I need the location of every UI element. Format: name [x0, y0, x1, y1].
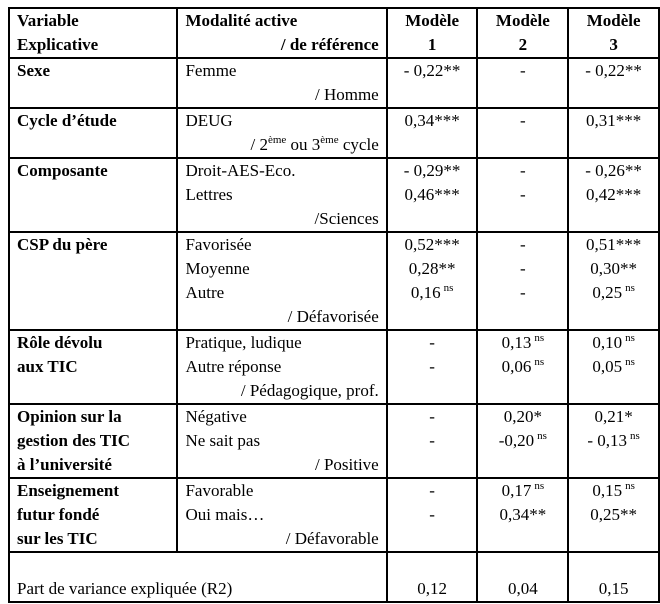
reference-modality: [185, 527, 378, 551]
model-3-cell: [568, 330, 659, 404]
coefficient: [485, 233, 560, 257]
coefficient-value: 0,17: [501, 481, 532, 500]
header-row: [9, 8, 659, 58]
coefficient-value: -: [429, 505, 435, 524]
active-modality: Pratique, ludique: [185, 333, 302, 352]
coefficient-value: -0,20: [498, 431, 535, 450]
variable-label: Composante: [17, 161, 108, 180]
model-2-cell: [477, 232, 568, 330]
coefficient-value: -: [429, 407, 435, 426]
coefficient-value: 0,25**: [590, 505, 637, 524]
variable-label: gestion des TIC: [17, 431, 131, 450]
active-modality: Favorable: [185, 481, 254, 500]
modalite-cell: [177, 330, 386, 404]
table-row: [9, 232, 659, 330]
variable-cell: [9, 158, 177, 232]
coefficient: [485, 405, 560, 429]
coefficient: [485, 503, 560, 527]
coefficient: [395, 405, 470, 429]
reference-part: ème: [320, 134, 339, 146]
coefficient-value: -: [520, 283, 526, 302]
table-body: [9, 58, 659, 552]
reference-modality: [185, 133, 378, 157]
coefficient-value: 0,13: [501, 333, 532, 352]
significance-mark: ns: [625, 480, 635, 492]
coefficient-value: 0,46***: [404, 185, 460, 204]
coefficient: [576, 429, 651, 453]
variable-label: Enseignement: [17, 481, 119, 500]
active-modality: Autre: [185, 283, 225, 302]
model-3-cell: [568, 232, 659, 330]
table-row: [9, 404, 659, 478]
active-modality: Favorisée: [185, 235, 252, 254]
reference-modality: [185, 379, 378, 403]
header-text: Explicative: [17, 35, 99, 54]
header-text: 2: [518, 35, 528, 54]
coefficient: [395, 233, 470, 257]
variable-label: CSP du père: [17, 235, 108, 254]
variable-cell: [9, 404, 177, 478]
modalite-cell: [177, 404, 386, 478]
model-1-cell: [387, 478, 478, 552]
reference-part: / Homme: [314, 85, 379, 104]
coefficient: [485, 331, 560, 355]
active-modality: Femme: [185, 61, 237, 80]
coefficient: [485, 479, 560, 503]
variance-model-2: 0,04: [477, 552, 568, 602]
model-2-cell: [477, 330, 568, 404]
significance-mark: ns: [625, 282, 635, 294]
header-text: Modalité active: [185, 11, 298, 30]
coefficient-value: 0,25: [592, 283, 623, 302]
model-3-cell: [568, 478, 659, 552]
header-text: Modèle: [495, 11, 550, 30]
table-row: [9, 478, 659, 552]
coefficient-value: - 0,29**: [403, 161, 461, 180]
model-2-cell: [477, 404, 568, 478]
reference-part: / Défavorable: [285, 529, 379, 548]
coefficient: [485, 109, 560, 133]
coefficient-value: 0,15: [592, 481, 623, 500]
significance-mark: ns: [537, 430, 547, 442]
header-model-3: [568, 8, 659, 58]
coefficient-value: 0,34**: [499, 505, 547, 524]
coefficient-value: 0,34***: [404, 111, 460, 130]
table-row: [9, 108, 659, 158]
modalite-cell: [177, 158, 386, 232]
variable-cell: [9, 478, 177, 552]
active-modality: Droit-AES-Eco.: [185, 161, 296, 180]
variable-label: futur fondé: [17, 505, 100, 524]
coefficient-value: -: [520, 185, 526, 204]
reference-part: / Positive: [314, 455, 379, 474]
coefficient: [576, 159, 651, 183]
coefficient-value: -: [429, 431, 435, 450]
coefficient: [395, 355, 470, 379]
coefficient: [576, 355, 651, 379]
model-3-cell: [568, 158, 659, 232]
coefficient-value: 0,30**: [590, 259, 637, 278]
coefficient: [395, 183, 470, 207]
coefficient: [395, 479, 470, 503]
reference-part: ème: [267, 134, 287, 146]
header-variable: [9, 8, 177, 58]
coefficient-value: -: [520, 161, 526, 180]
model-3-cell: [568, 404, 659, 478]
significance-mark: ns: [630, 430, 640, 442]
coefficient-value: - 0,22**: [585, 61, 642, 80]
model-1-cell: [387, 58, 478, 108]
coefficient-value: 0,21*: [594, 407, 633, 426]
coefficient: [395, 331, 470, 355]
coefficient-value: - 0,26**: [585, 161, 642, 180]
coefficient: [576, 109, 651, 133]
active-modality: Ne sait pas: [185, 431, 261, 450]
coefficient-value: 0,42***: [585, 185, 642, 204]
coefficient: [395, 429, 470, 453]
model-1-cell: [387, 330, 478, 404]
coefficient-value: 0,05: [592, 357, 623, 376]
significance-mark: ns: [443, 282, 454, 294]
model-3-cell: [568, 58, 659, 108]
model-1-cell: [387, 404, 478, 478]
coefficient: [485, 257, 560, 281]
header-text: 3: [609, 35, 618, 54]
variable-label: à l’université: [17, 455, 112, 474]
variable-label: Rôle dévolu: [17, 333, 103, 352]
reference-modality: [185, 207, 378, 231]
regression-table: [8, 7, 660, 603]
coefficient: [576, 503, 651, 527]
coefficient-value: -: [520, 235, 526, 254]
coefficient: [576, 183, 651, 207]
active-modality: Autre réponse: [185, 357, 282, 376]
active-modality: Moyenne: [185, 259, 250, 278]
variable-cell: [9, 108, 177, 158]
variable-label: Cycle d’étude: [17, 111, 117, 130]
model-1-cell: [387, 108, 478, 158]
table-row: [9, 330, 659, 404]
coefficient: [485, 429, 560, 453]
reference-part: / 2: [250, 135, 268, 154]
coefficient: [395, 159, 470, 183]
coefficient: [576, 281, 651, 305]
reference-modality: [185, 83, 378, 107]
table-row: [9, 58, 659, 108]
model-1-cell: [387, 158, 478, 232]
header-model-1: [387, 8, 478, 58]
coefficient-value: -: [520, 259, 526, 278]
variable-label: Sexe: [17, 61, 51, 80]
significance-mark: ns: [534, 356, 545, 368]
coefficient: [485, 355, 560, 379]
variable-label: sur les TIC: [17, 529, 98, 548]
significance-mark: ns: [625, 356, 635, 368]
coefficient: [576, 233, 651, 257]
coefficient-value: -: [429, 333, 435, 352]
coefficient-value: 0,16: [410, 283, 441, 302]
coefficient: [395, 109, 470, 133]
coefficient-value: -: [429, 481, 435, 500]
header-text: Modèle: [405, 11, 460, 30]
significance-mark: ns: [625, 332, 635, 344]
coefficient-value: 0,10: [592, 333, 623, 352]
coefficient: [395, 257, 470, 281]
model-3-cell: [568, 108, 659, 158]
reference-part: cycle: [338, 135, 379, 154]
variance-label: Part de variance expliquée (R2): [9, 552, 387, 602]
coefficient: [485, 183, 560, 207]
coefficient-value: 0,31***: [585, 111, 642, 130]
variance-model-3: 0,15: [568, 552, 659, 602]
header-text: / de référence: [280, 35, 379, 54]
coefficient: [576, 331, 651, 355]
coefficient: [485, 159, 560, 183]
variance-model-1: 0,12: [387, 552, 478, 602]
coefficient-value: - 0,22**: [403, 61, 461, 80]
coefficient-value: 0,51***: [585, 235, 642, 254]
coefficient: [395, 281, 470, 305]
reference-part: ou 3: [286, 135, 321, 154]
header-model-2: [477, 8, 568, 58]
coefficient-value: 0,52***: [404, 235, 460, 254]
active-modality: DEUG: [185, 111, 233, 130]
modalite-cell: [177, 108, 386, 158]
table-row: [9, 158, 659, 232]
coefficient: [485, 59, 560, 83]
coefficient: [576, 59, 651, 83]
reference-part: / Défavorisée: [287, 307, 379, 326]
model-2-cell: [477, 478, 568, 552]
variable-cell: [9, 58, 177, 108]
modalite-cell: [177, 58, 386, 108]
coefficient-value: 0,20*: [503, 407, 542, 426]
model-1-cell: [387, 232, 478, 330]
active-modality: Lettres: [185, 185, 233, 204]
variable-label: aux TIC: [17, 357, 78, 376]
active-modality: Oui mais…: [185, 505, 265, 524]
coefficient-value: 0,28**: [408, 259, 456, 278]
reference-part: /Sciences: [314, 209, 379, 228]
model-2-cell: [477, 58, 568, 108]
model-2-cell: [477, 108, 568, 158]
reference-modality: [185, 305, 378, 329]
coefficient: [576, 257, 651, 281]
coefficient: [576, 479, 651, 503]
header-text: Modèle: [586, 11, 641, 30]
coefficient: [485, 281, 560, 305]
coefficient: [395, 503, 470, 527]
coefficient-value: -: [429, 357, 435, 376]
coefficient-value: -: [520, 111, 526, 130]
model-2-cell: [477, 158, 568, 232]
coefficient-value: 0,06: [501, 357, 532, 376]
coefficient: [395, 59, 470, 83]
modalite-cell: [177, 232, 386, 330]
significance-mark: ns: [534, 480, 545, 492]
coefficient-value: -: [520, 61, 526, 80]
coefficient: [576, 405, 651, 429]
reference-part: / Pédagogique, prof.: [240, 381, 379, 400]
reference-modality: [185, 453, 378, 477]
header-modalite: [177, 8, 386, 58]
modalite-cell: [177, 478, 386, 552]
active-modality: Négative: [185, 407, 247, 426]
header-text: 1: [427, 35, 437, 54]
coefficient-value: - 0,13: [587, 431, 628, 450]
variable-label: Opinion sur la: [17, 407, 122, 426]
variable-cell: [9, 232, 177, 330]
significance-mark: ns: [534, 332, 545, 344]
variance-row: [9, 552, 659, 602]
variable-cell: [9, 330, 177, 404]
header-text: Variable: [17, 11, 79, 30]
